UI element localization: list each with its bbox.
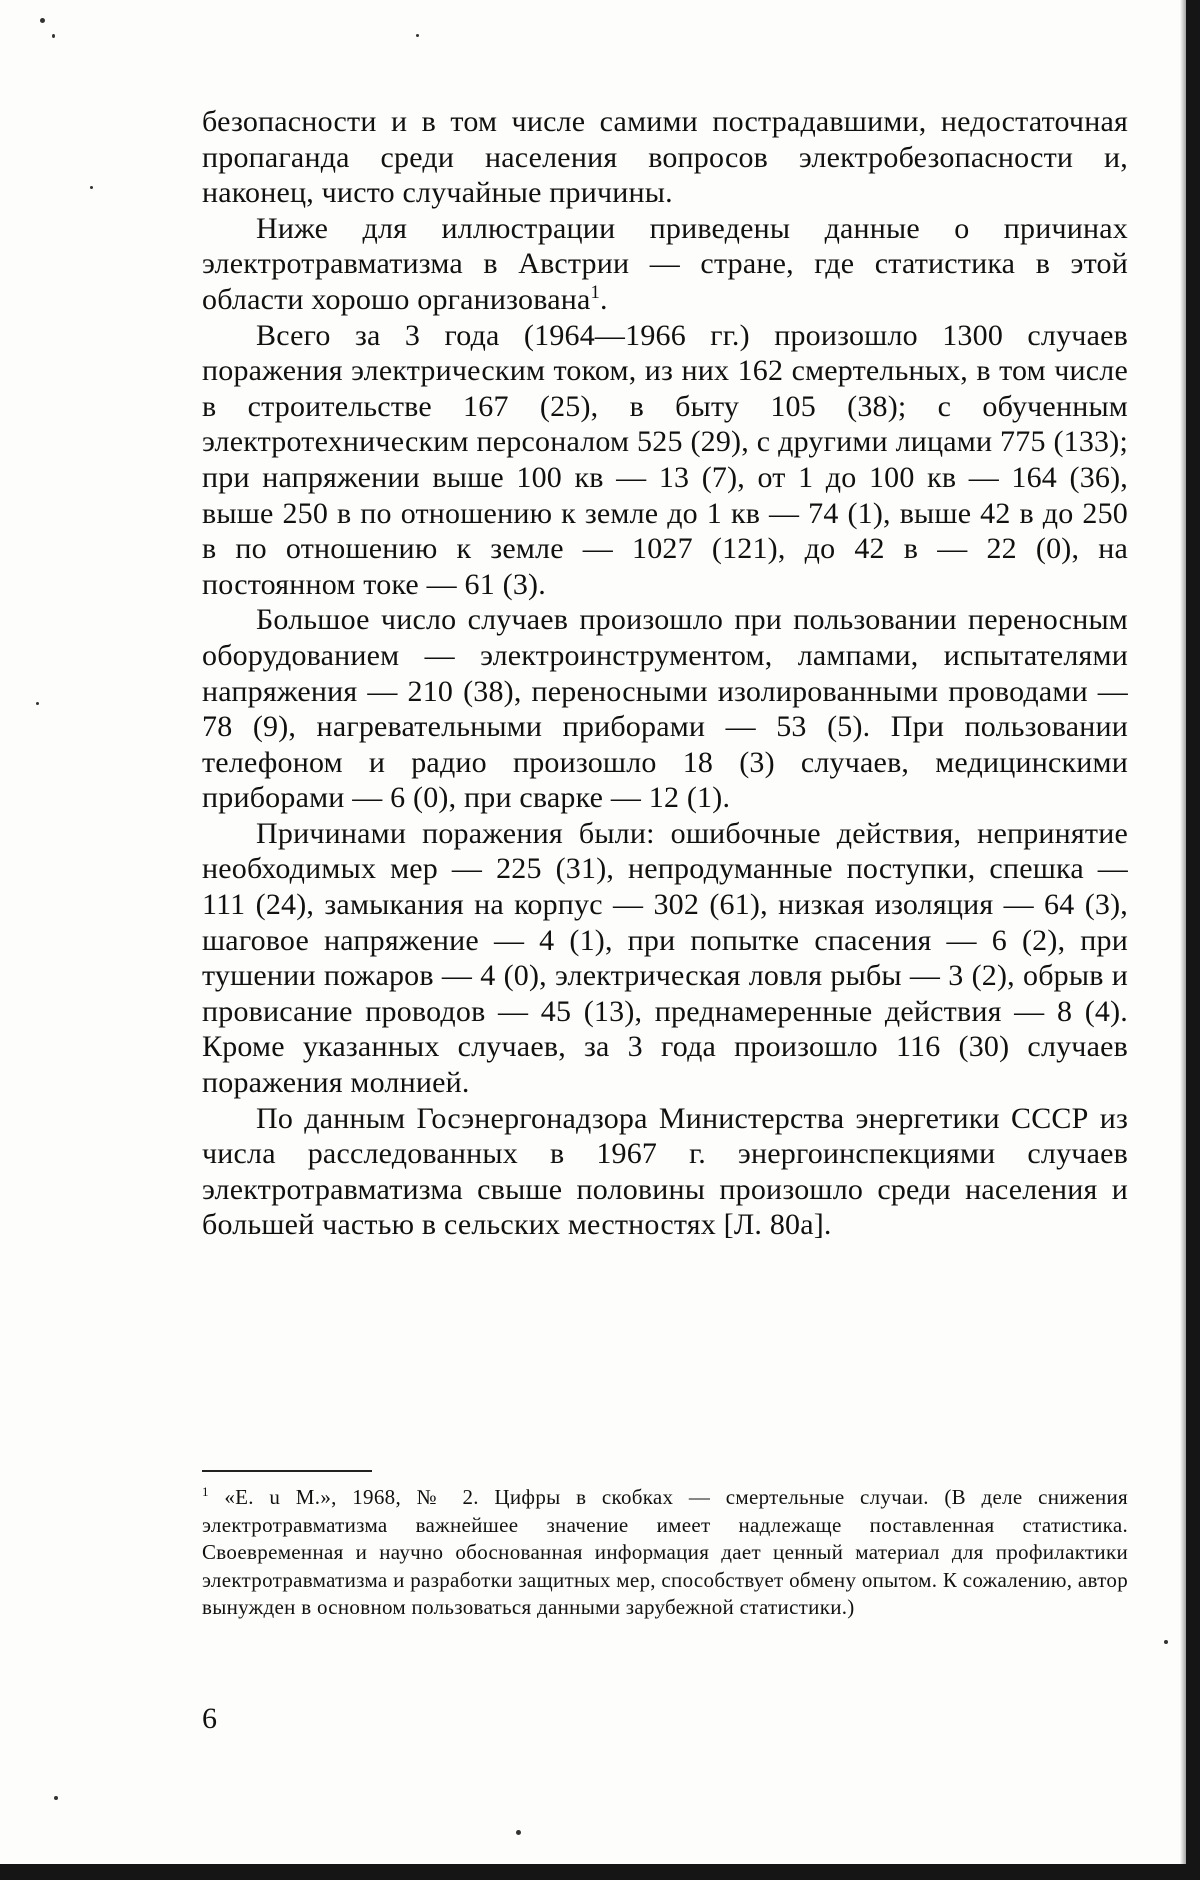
scan-speck xyxy=(516,1830,521,1835)
scan-edge-right xyxy=(1186,0,1200,1880)
footnote-divider xyxy=(202,1470,372,1472)
scan-speck xyxy=(52,34,55,38)
paragraph-ending: . xyxy=(600,282,608,316)
footnote-mark: 1 xyxy=(202,1484,209,1499)
scan-edge-bottom xyxy=(0,1864,1200,1880)
paragraph xyxy=(202,211,1128,318)
scan-speck xyxy=(40,18,45,23)
scan-speck xyxy=(90,186,93,189)
page-number: 6 xyxy=(202,1702,217,1735)
paragraph: безопасности и в том числе самими пострадавшими, недостаточная пропаганда среди населения вопросов электробезопасности и, наконец, чисто случайные причины. xyxy=(202,105,1128,210)
scan-speck xyxy=(36,702,39,705)
scan-speck xyxy=(54,1796,58,1800)
paragraph: Причинами поражения были: ошибочные действия, непринятие необходимых мер — 225 (31), непродуманные поступки, спешка — 111 (24), замыкания на корпус — 302 (61), низкая изоляция — 64 (3), шаговое напряжение — 4 (1), при попытке спасения — 6 (2), при тушении пожаров — 4 (0), электрическая ловля рыбы — 3 (2), обрыв и провисание проводов — 45 (13), преднамеренные действия — 8 (4). Кроме указанных случаев, за 3 года произошло 116 (30) случаев поражения молнией. xyxy=(202,816,1128,1100)
footnote-reference: 1 xyxy=(590,281,601,303)
paragraph-text: Ниже для иллюстрации приведены данные о причинах электротравматизма в Австрии — стране, где статистика в этой области хорошо организована xyxy=(202,211,1128,316)
body-text xyxy=(202,104,1128,1243)
scan-speck xyxy=(416,34,419,37)
footnote-text: «Е. u M.», 1968, № 2. Цифры в скобках — смертельные случаи. (В деле снижения электротравматизма важнейшее значение имеет надлежаще поставленная статистика. Своевременная и научно обоснованная информация дает ценный материал для профилактики электротравматизма и разработки защитных мер, способствует обмену опытом. К сожалению, автор вынужден в основном пользоваться данными зарубежной статистики.) xyxy=(202,1485,1128,1620)
paragraph: По данным Госэнергонадзора Министерства энергетики СССР из числа расследованных в 1967 г. энергоинспекциями случаев электротравматизма свыше половины произошло среди населения и большей частью в сельских местностях [Л. 80а]. xyxy=(202,1101,1128,1242)
scan-speck xyxy=(1164,1640,1168,1644)
paragraph: Всего за 3 года (1964—1966 гг.) произошло 1300 случаев поражения электрическим током, из них 162 смертельных, в том числе в строительстве 167 (25), в быту 105 (38); с обученным электротехническим персоналом 525 (29), с другими лицами 775 (133); при напряжении выше 100 кв — 13 (7), от 1 до 100 кв — 164 (36), выше 250 в по отношению к земле до 1 кв — 74 (1), выше 42 в до 250 в по отношению к земле — 1027 (121), до 42 в — 22 (0), на постоянном токе — 61 (3). xyxy=(202,318,1128,601)
paragraph: Большое число случаев произошло при пользовании переносным оборудованием — электроинструментом, лампами, испытателями напряжения — 210 (38), переносными изолированными проводами — 78 (9), нагревательными приборами — 53 (5). При пользовании телефоном и радио произошло 18 (3) случаев, медицинскими приборами — 6 (0), при сварке — 12 (1). xyxy=(202,603,1128,815)
footnote xyxy=(202,1484,1128,1622)
